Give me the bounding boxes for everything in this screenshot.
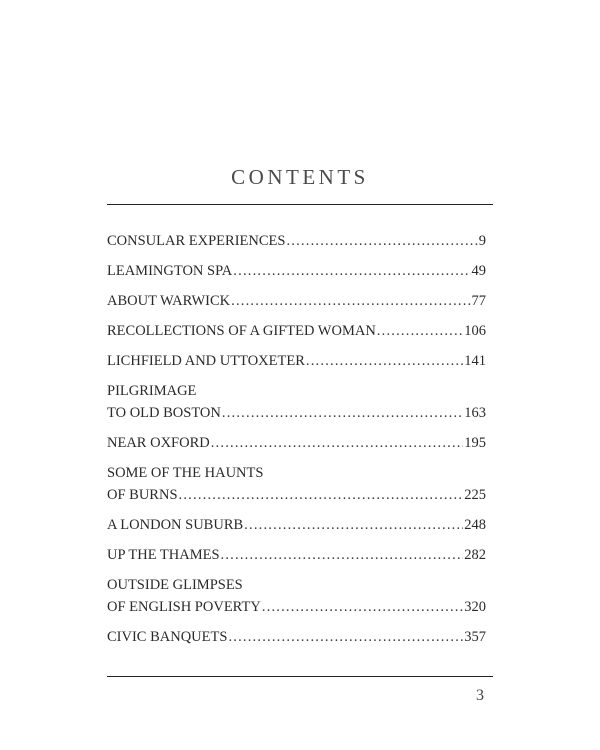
toc-entry-title-line1: OUTSIDE GLIMPSES — [107, 577, 243, 593]
toc-entry-page: 357 — [464, 629, 486, 645]
dot-leader — [221, 544, 464, 566]
toc-entry[interactable] — [107, 626, 486, 648]
toc-entry-title: OF ENGLISH POVERTY — [107, 599, 261, 615]
toc-entry[interactable] — [107, 574, 486, 618]
toc-entry-page: 282 — [464, 547, 486, 563]
toc-entry[interactable] — [107, 350, 486, 372]
toc-entry-page: 195 — [464, 435, 486, 451]
toc-entry-title: LEAMINGTON SPA — [107, 263, 233, 279]
page-number: 3 — [476, 687, 484, 704]
toc-entry-title: OF BURNS — [107, 487, 178, 503]
toc-entry-title: UP THE THAMES — [107, 547, 220, 563]
toc-entry-page: 49 — [471, 263, 486, 279]
toc-entry[interactable] — [107, 462, 486, 506]
dot-leader — [244, 514, 463, 536]
toc-entry[interactable] — [107, 544, 486, 566]
top-divider — [107, 204, 493, 205]
toc-entry-page: 320 — [464, 599, 486, 615]
toc-entry[interactable] — [107, 320, 486, 342]
toc-entry[interactable] — [107, 230, 486, 252]
toc-entry-title-line1: SOME OF THE HAUNTS — [107, 465, 264, 481]
toc-entry-title: ABOUT WARWICK — [107, 293, 231, 309]
toc-entry[interactable] — [107, 380, 486, 424]
toc-entry-page: 106 — [464, 323, 486, 339]
dot-leader — [233, 260, 470, 282]
toc-entry-title: CONSULAR EXPERIENCES — [107, 233, 286, 249]
toc-entry-title: LICHFIELD AND UTTOXETER — [107, 353, 305, 369]
dot-leader — [377, 320, 463, 342]
toc-entry-page: 225 — [464, 487, 486, 503]
dot-leader — [231, 290, 470, 312]
toc-entry-title: RECOLLECTIONS OF A GIFTED WOMAN — [107, 323, 376, 339]
table-of-contents — [107, 230, 486, 648]
toc-entry-title: NEAR OXFORD — [107, 435, 210, 451]
toc-entry-page: 141 — [464, 353, 486, 369]
toc-entry[interactable] — [107, 290, 486, 312]
dot-leader — [262, 596, 463, 618]
dot-leader — [179, 484, 464, 506]
toc-entry-title: TO OLD BOSTON — [107, 405, 221, 421]
toc-entry-title: A LONDON SUBURB — [107, 517, 244, 533]
dot-leader — [222, 402, 463, 424]
dot-leader — [306, 350, 463, 372]
dot-leader — [211, 432, 464, 454]
toc-entry-page: 9 — [478, 233, 486, 249]
dot-leader — [286, 230, 477, 252]
toc-entry-page: 77 — [471, 293, 486, 309]
toc-entry-page: 248 — [464, 517, 486, 533]
bottom-divider — [107, 676, 493, 677]
page-title: CONTENTS — [231, 165, 369, 189]
toc-entry[interactable] — [107, 260, 486, 282]
toc-entry-page: 163 — [464, 405, 486, 421]
dot-leader — [228, 626, 463, 648]
toc-entry-title-line1: PILGRIMAGE — [107, 383, 197, 399]
toc-entry[interactable] — [107, 432, 486, 454]
toc-entry[interactable] — [107, 514, 486, 536]
toc-entry-title: CIVIC BANQUETS — [107, 629, 228, 645]
